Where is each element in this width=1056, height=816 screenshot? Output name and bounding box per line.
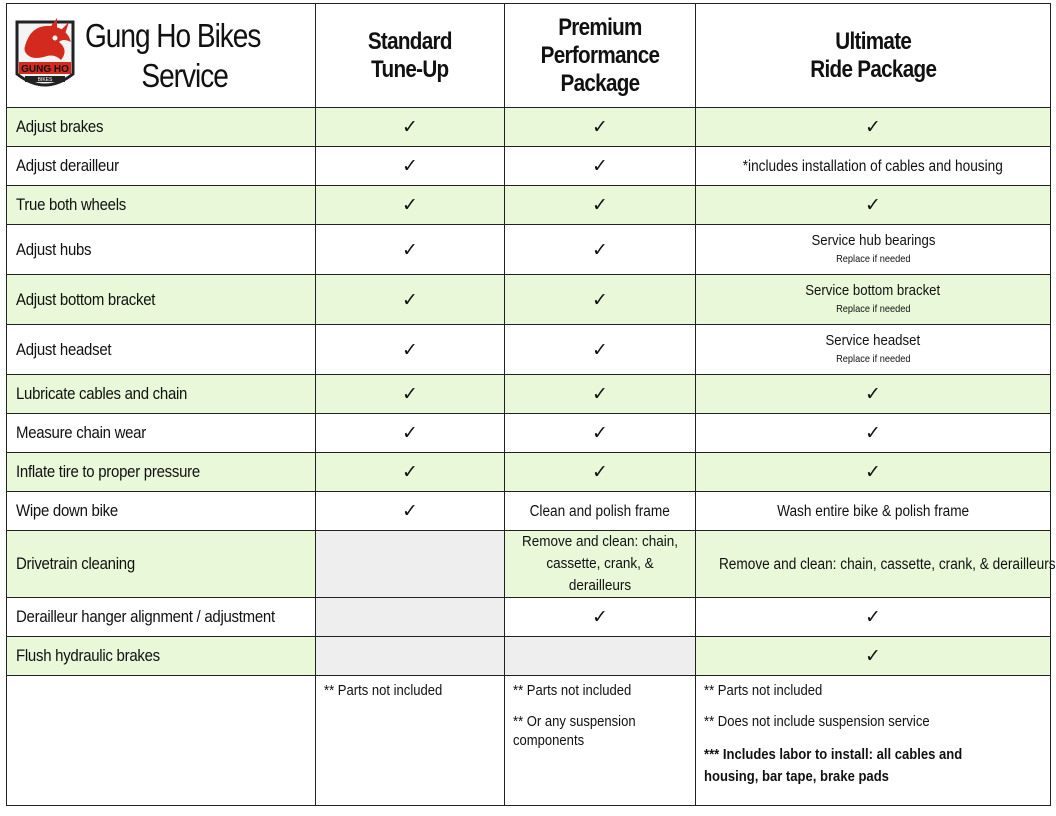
row-label: [7, 275, 316, 325]
check-icon: ✓: [592, 338, 608, 361]
row-label: [7, 637, 316, 676]
table-cell: [316, 375, 505, 414]
row-label-text: Adjust bottom bracket: [16, 289, 156, 309]
table-cell: [505, 186, 696, 225]
table-cell: [316, 414, 505, 453]
check-icon: ✓: [402, 116, 418, 138]
note-text: ** Parts not included: [513, 683, 632, 699]
row-label: [7, 225, 316, 275]
check-icon: ✓: [402, 338, 418, 361]
check-icon: ✓: [402, 238, 418, 261]
table-row: [7, 637, 1051, 676]
table-row: [7, 108, 1051, 147]
table-cell: [316, 275, 505, 325]
column-header-line: Premium: [558, 13, 642, 41]
column-header-line: Ultimate: [835, 27, 911, 55]
table-cell: [696, 275, 1051, 325]
column-header-premium: [505, 4, 696, 108]
row-label: [7, 186, 316, 225]
column-header-line: Ride Package: [810, 55, 936, 83]
notes-ultimate: [696, 676, 1051, 806]
notes-row: [7, 676, 1051, 806]
table-cell: [505, 531, 696, 598]
logo-text: GUNG HO: [21, 63, 69, 75]
table-row: [7, 414, 1051, 453]
page-title-line2: Service: [141, 56, 228, 94]
check-icon: ✓: [865, 383, 881, 405]
table-cell: [696, 147, 1051, 186]
table-cell: [505, 275, 696, 325]
check-icon: ✓: [592, 238, 608, 261]
note-text: ** Does not include suspension service: [704, 714, 930, 730]
not-included-cell: [316, 531, 505, 598]
not-included-cell: [316, 598, 505, 637]
dragon-logo-icon: [11, 16, 79, 96]
table-cell: [696, 108, 1051, 147]
row-label-text: True both wheels: [16, 195, 126, 214]
check-icon: ✓: [592, 383, 608, 405]
table-cell: [696, 637, 1051, 676]
column-header-line: Package: [560, 69, 640, 97]
service-detail: [696, 282, 1050, 317]
check-icon: ✓: [592, 422, 608, 444]
table-cell: [505, 598, 696, 637]
table-cell: [316, 225, 505, 275]
note-text: ** Parts not included: [704, 683, 823, 699]
table-cell: [505, 492, 696, 531]
check-icon: ✓: [865, 116, 881, 138]
table-cell: [316, 186, 505, 225]
table-cell: [316, 108, 505, 147]
check-icon: ✓: [402, 461, 418, 483]
table-cell: [316, 325, 505, 375]
table-cell: [696, 225, 1051, 275]
check-icon: ✓: [402, 500, 418, 522]
table-cell: [696, 492, 1051, 531]
table-cell: [505, 325, 696, 375]
table-cell: [316, 492, 505, 531]
service-comparison-table: [6, 3, 1056, 806]
service-detail: Wash entire bike & polish frame: [776, 503, 970, 520]
table-row: [7, 598, 1051, 637]
service-detail-main: Service headset: [825, 332, 921, 349]
check-icon: ✓: [402, 383, 418, 405]
logo-subtext: BIKES: [37, 76, 53, 83]
check-icon: ✓: [865, 194, 881, 216]
check-icon: ✓: [402, 288, 418, 311]
table-cell: [505, 147, 696, 186]
table-row: [7, 492, 1051, 531]
page-title: [85, 16, 260, 96]
service-detail: Clean and polish frame: [529, 503, 671, 520]
row-label: [7, 598, 316, 637]
table-row: [7, 531, 1051, 598]
table-cell: [696, 325, 1051, 375]
table-cell: [505, 375, 696, 414]
check-icon: ✓: [402, 422, 418, 444]
check-icon: ✓: [592, 116, 608, 138]
table-cell: [316, 453, 505, 492]
table-cell: [696, 453, 1051, 492]
note-labor-included: *** Includes labor to install: all cables and housing, bar tape, brake pads: [704, 747, 963, 785]
service-detail: [515, 531, 686, 597]
row-label-text: Lubricate cables and chain: [16, 384, 188, 403]
row-label: [7, 531, 316, 598]
table-cell: [505, 453, 696, 492]
service-detail: Remove and clean: chain, cassette, crank, & derailleurs: [718, 556, 1056, 573]
row-label: [7, 492, 316, 531]
table-row: [7, 325, 1051, 375]
table-cell: [696, 531, 1056, 598]
check-icon: ✓: [592, 461, 608, 483]
table-cell: [696, 375, 1051, 414]
row-label: [7, 453, 316, 492]
notes-standard: [316, 676, 505, 806]
note-text: ** Parts not included: [324, 683, 443, 699]
page-title-line1: Gung Ho Bikes: [85, 16, 261, 54]
check-icon: ✓: [865, 461, 881, 483]
table-cell: [696, 186, 1051, 225]
column-header-ultimate: [696, 4, 1051, 108]
row-label-text: Measure chain wear: [16, 423, 146, 442]
column-header-standard: [316, 4, 505, 108]
service-detail-main: Service bottom bracket: [805, 282, 941, 299]
service-detail: [696, 332, 1050, 367]
check-icon: ✓: [592, 606, 608, 628]
service-detail-note: Replace if needed: [835, 353, 911, 365]
check-icon: ✓: [592, 194, 608, 216]
service-detail-line: cassette, crank, & derailleurs: [546, 555, 654, 594]
row-label: [7, 325, 316, 375]
table-row: [7, 275, 1051, 325]
table-row: [7, 186, 1051, 225]
note-text: components: [513, 733, 585, 749]
table-cell: [505, 414, 696, 453]
row-label-text: Derailleur hanger alignment / adjustment: [16, 607, 275, 626]
table-cell: [696, 414, 1051, 453]
column-header-line: Performance: [540, 41, 660, 69]
row-label-text: Adjust brakes: [16, 117, 104, 136]
service-detail: *includes installation of cables and housing: [742, 158, 1004, 175]
header-row: [7, 4, 1051, 108]
check-icon: ✓: [402, 194, 418, 216]
row-label-text: Drivetrain cleaning: [16, 554, 135, 573]
table-row: [7, 375, 1051, 414]
column-header-line: Standard: [368, 27, 452, 55]
brand-cell: [7, 4, 316, 108]
row-label-text: Adjust headset: [16, 339, 112, 359]
table-cell: [505, 225, 696, 275]
check-icon: ✓: [865, 422, 881, 444]
column-header-line: Tune-Up: [371, 55, 449, 83]
not-included-cell: [316, 637, 505, 676]
table-row: [7, 225, 1051, 275]
service-detail-note: Replace if needed: [835, 303, 911, 315]
note-text: ** Or any suspension: [513, 714, 636, 730]
service-detail-main: Service hub bearings: [810, 232, 935, 249]
service-detail-note: Replace if needed: [835, 253, 911, 265]
table-cell: [505, 108, 696, 147]
table-cell: [696, 598, 1051, 637]
row-label-text: Flush hydraulic brakes: [16, 646, 160, 665]
notes-premium: [505, 676, 696, 806]
row-label: [7, 108, 316, 147]
table-row: [7, 453, 1051, 492]
row-label-text: Inflate tire to proper pressure: [16, 462, 200, 481]
row-label-text: Adjust derailleur: [16, 156, 119, 175]
row-label-text: Adjust hubs: [16, 239, 92, 259]
check-icon: ✓: [865, 606, 881, 628]
check-icon: ✓: [592, 155, 608, 177]
check-icon: ✓: [402, 155, 418, 177]
table-cell: [316, 147, 505, 186]
not-included-cell: [505, 637, 696, 676]
service-detail-line: Remove and clean: chain,: [521, 533, 679, 550]
row-label: [7, 147, 316, 186]
table-row: [7, 147, 1051, 186]
row-label: [7, 414, 316, 453]
notes-empty-cell: [7, 676, 316, 806]
check-icon: ✓: [865, 645, 881, 667]
row-label: [7, 375, 316, 414]
service-detail: [696, 232, 1050, 267]
check-icon: ✓: [592, 288, 608, 311]
row-label-text: Wipe down bike: [16, 501, 118, 520]
